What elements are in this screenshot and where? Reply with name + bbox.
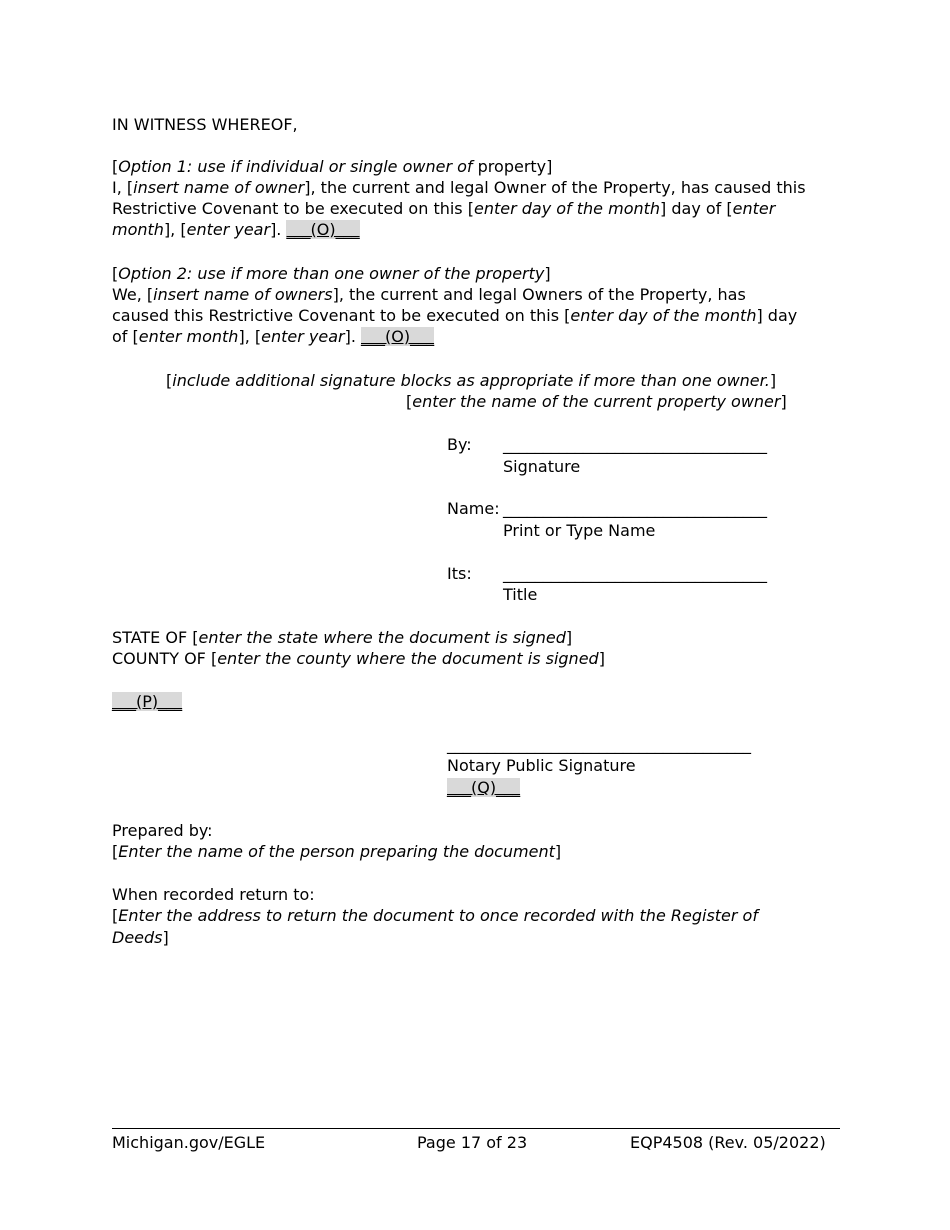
- option1-label: [Option 1: use if individual or single owner of property]: [112, 157, 553, 176]
- return-to-line2: Deeds]: [112, 928, 169, 947]
- additional-blocks-note: [include additional signature blocks as appropriate if more than one owner.]: [166, 371, 777, 390]
- signature-line[interactable]: _________________________________: [503, 435, 767, 454]
- return-to-line1: [Enter the address to return the document to once recorded with the Register of: [112, 906, 758, 925]
- footer-form-number: EQP4508 (Rev. 05/2022): [630, 1133, 826, 1152]
- option2-line3: of [enter month], [enter year]. ___(O)___: [112, 327, 435, 346]
- field-q[interactable]: ___(Q)___: [447, 778, 521, 797]
- title-caption: Title: [503, 585, 538, 604]
- field-o-option2[interactable]: ___(O)___: [361, 327, 435, 346]
- return-to-label: When recorded return to:: [112, 885, 315, 904]
- name-label: Name:: [447, 499, 500, 518]
- by-label: By:: [447, 435, 472, 454]
- option1-line3: month], [enter year]. ___(O)___: [112, 220, 360, 239]
- option2-line2: caused this Restrictive Covenant to be executed on this [enter day of the month] day: [112, 306, 798, 325]
- notary-signature-line[interactable]: ______________________________________: [447, 735, 751, 754]
- footer-page-number: Page 17 of 23: [417, 1133, 528, 1152]
- footer-divider: [112, 1128, 840, 1129]
- state-of-line: STATE OF [enter the state where the document is signed]: [112, 628, 573, 647]
- witness-heading: IN WITNESS WHEREOF,: [112, 115, 298, 134]
- option1-block: [112, 156, 838, 240]
- footer-website: Michigan.gov/EGLE: [112, 1133, 266, 1152]
- prepared-by-value: [Enter the name of the person preparing the document]: [112, 842, 562, 861]
- option2-line1: We, [insert name of owners], the current and legal Owners of the Property, has: [112, 285, 746, 304]
- its-label: Its:: [447, 564, 472, 583]
- option1-line1: I, [insert name of owner], the current and legal Owner of the Property, has caused this: [112, 178, 806, 197]
- option2-block: [112, 263, 838, 347]
- county-of-line: COUNTY OF [enter the county where the document is signed]: [112, 649, 605, 668]
- name-line[interactable]: _________________________________: [503, 499, 767, 518]
- field-o-option1[interactable]: ___(O)___: [286, 220, 360, 239]
- field-p[interactable]: ___(P)___: [112, 692, 183, 711]
- title-line[interactable]: _________________________________: [503, 564, 767, 583]
- name-caption: Print or Type Name: [503, 521, 656, 540]
- notary-caption: Notary Public Signature: [447, 756, 636, 775]
- option1-line2: Restrictive Covenant to be executed on this [enter day of the month] day of [enter: [112, 199, 776, 218]
- signature-caption: Signature: [503, 457, 581, 476]
- option2-label: [Option 2: use if more than one owner of the property]: [112, 264, 551, 283]
- current-owner-note: [enter the name of the current property owner]: [406, 392, 787, 411]
- prepared-by-label: Prepared by:: [112, 821, 213, 840]
